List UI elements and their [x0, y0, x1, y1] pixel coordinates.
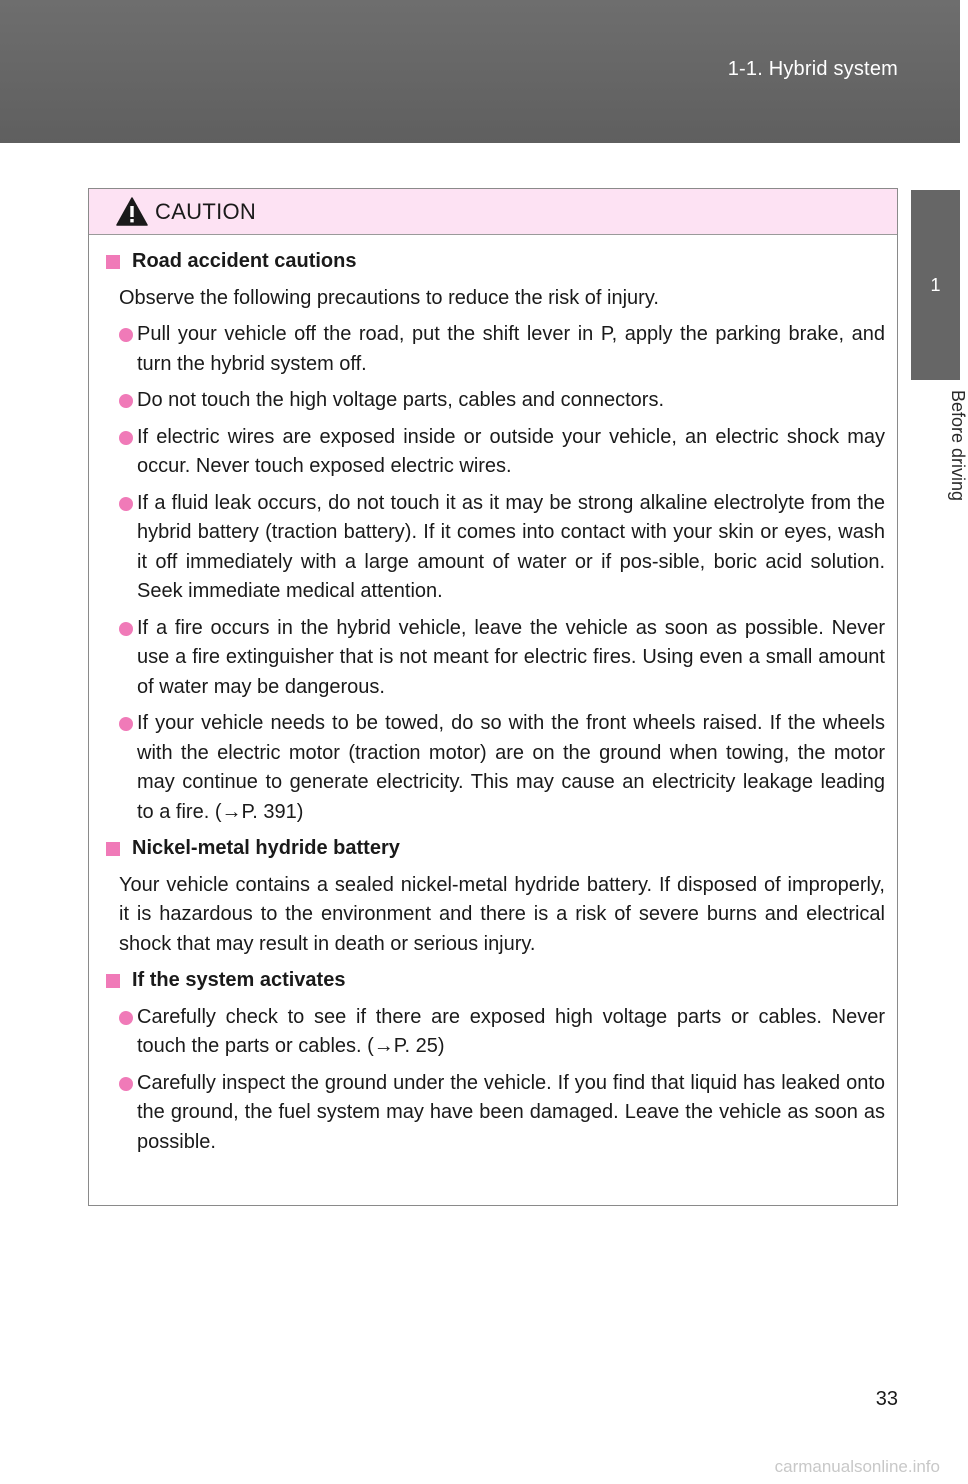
round-bullet-icon: [119, 1077, 133, 1091]
list-item: Pull your vehicle off the road, put the shift lever in P, apply the parking brake, and turn the hybrid system off.: [105, 320, 885, 379]
chapter-side-tab: [911, 190, 968, 1445]
watermark: carmanualsonline.info: [774, 1457, 940, 1476]
round-bullet-icon: [119, 497, 133, 511]
section-heading-road-accident: Road accident cautions: [105, 247, 885, 277]
square-bullet-icon: [106, 974, 120, 988]
round-bullet-icon: [119, 431, 133, 445]
section-intro: Observe the following precautions to reduce the risk of injury.: [119, 286, 659, 309]
round-bullet-icon: [119, 328, 133, 342]
list-item: If a fluid leak occurs, do not touch it as it may be strong alkaline electrolyte from the hybrid battery (traction battery). If it comes into contact with your skin or eyes, wash it off immediately with a large amount of water or if pos-sible, boric acid solution. Seek immediate medical attention.: [105, 489, 885, 607]
list-item: If electric wires are exposed inside or outside your vehicle, an electric shock may occur. Never touch exposed electric wires.: [105, 423, 885, 482]
caution-header: [89, 189, 897, 235]
list-item: Carefully inspect the ground under the vehicle. If you find that liquid has leaked onto the ground, the fuel system may have been damaged. Leave the vehicle as soon as possible.: [105, 1069, 885, 1158]
header-band: [0, 0, 960, 143]
chapter-label-wrap: [911, 390, 968, 590]
caution-content: [89, 247, 897, 1164]
section-paragraph: Your vehicle contains a sealed nickel-metal hydride battery. If disposed of improperly, it is hazardous to the environment and there is a risk of severe burns and electrical shock that may result in death or serious injury.: [119, 873, 885, 955]
square-bullet-icon: [106, 255, 120, 269]
section-title: 1-1. Hybrid system: [727, 58, 898, 80]
square-bullet-icon: [106, 842, 120, 856]
list-item: If your vehicle needs to be towed, do so with the front wheels raised. If the wheels with the electric motor (traction motor) are on the ground when towing, the motor may continue to generate electricity. This may cause an electricity leakage leading to a fire. (→P. 391): [105, 709, 885, 827]
chapter-label: Before driving: [947, 390, 968, 502]
section-heading-nickel-battery: Nickel-metal hydride battery: [105, 834, 885, 864]
caution-box: [88, 188, 898, 1206]
round-bullet-icon: [119, 622, 133, 636]
warning-triangle-icon: [116, 197, 148, 226]
round-bullet-icon: [119, 717, 133, 731]
list-item: Carefully check to see if there are exposed high voltage parts or cables. Never touch the parts or cables. (→P. 25): [105, 1003, 885, 1062]
list-item: If a fire occurs in the hybrid vehicle, leave the vehicle as soon as possible. Never use a fire extinguisher that is not meant for electric fires. Using even a small amount of water may be dangerous.: [105, 614, 885, 703]
chapter-number: 1: [911, 190, 960, 380]
caution-title: CAUTION: [155, 199, 257, 224]
section-heading-system-activates: If the system activates: [105, 966, 885, 996]
round-bullet-icon: [119, 1011, 133, 1025]
page-number: 33: [875, 1388, 898, 1410]
list-item: Do not touch the high voltage parts, cables and connectors.: [105, 386, 885, 416]
round-bullet-icon: [119, 394, 133, 408]
